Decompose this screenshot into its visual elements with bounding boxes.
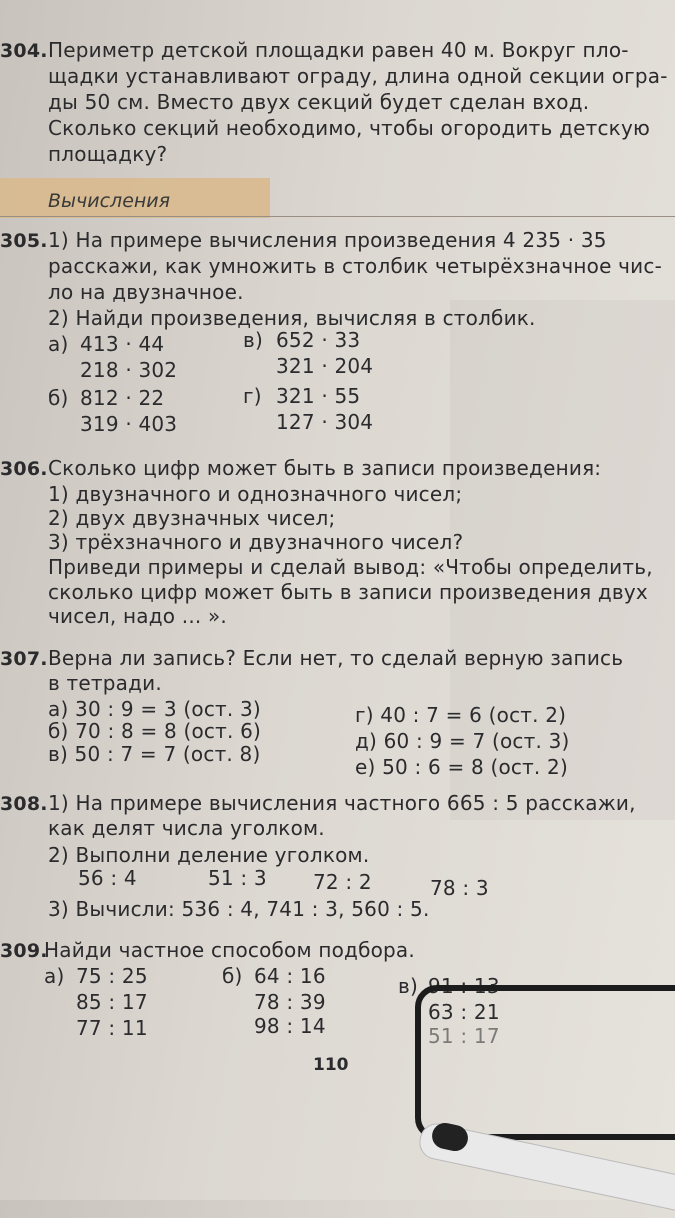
problem-305-a-label: а) [48,332,69,356]
problem-309-b-row-3: 98 : 14 [254,1014,326,1038]
problem-305-line-1: 1) На примере вычисления произведения 4 235 · 35 [48,228,607,252]
problem-308-line-3: 2) Выполни деление уголком. [48,843,370,867]
problem-306-line-5: Приведи примеры и сделай вывод: «Чтобы определить, [48,555,653,579]
problem-309-b-label: б) [222,964,243,988]
problem-309-number: 309. [0,940,48,962]
problem-304-number: 304. [0,40,48,62]
problem-305-g-label: г) [243,384,262,408]
problem-305-v-row-1: 652 · 33 [276,328,361,352]
problem-304-line-2: щадки устанавливают ограду, длина одной секции огра- [48,64,668,88]
problem-309-c-row-3: 51 : 17 [428,1024,500,1048]
problem-306-line-1: Сколько цифр может быть в записи произведения: [48,456,602,480]
problem-305-g-row-1: 321 · 55 [276,384,361,408]
problem-309-c-label: в) [398,974,418,998]
problem-307-line-1: Верна ли запись? Если нет, то сделай верную запись [48,646,624,670]
problem-305-v-label: в) [243,328,263,352]
problem-308-division-4: 78 : 3 [430,876,489,900]
problem-307-right-3: е) 50 : 6 = 8 (ост. 2) [355,755,568,779]
problem-305-b-row-2: 319 · 403 [80,412,178,436]
problem-305-number: 305. [0,230,48,252]
problem-305-b-label: б) [48,386,69,410]
problem-306-line-6: сколько цифр может быть в записи произведения двух [48,580,648,604]
problem-308-line-2: как делят числа уголком. [48,816,325,840]
problem-306-line-2: 1) двузначного и однозначного чисел; [48,482,463,506]
problem-308-division-1: 56 : 4 [78,866,137,890]
problem-306-line-3: 2) двух двузначных чисел; [48,506,336,530]
problem-308-line-4: 3) Вычисли: 536 : 4, 741 : 3, 560 : 5. [48,897,430,921]
problem-306-line-7: чисел, надо ... ». [48,604,227,628]
problem-307-right-1: г) 40 : 7 = 6 (ост. 2) [355,703,567,727]
problem-305-b-row-1: 812 · 22 [80,386,165,410]
problem-305-a-row-2: 218 · 302 [80,358,178,382]
problem-307-left-3: в) 50 : 7 = 7 (ост. 8) [48,742,261,766]
problem-309-a-label: а) [44,964,65,988]
problem-304-line-1: Периметр детской площадки равен 40 м. Вокруг пло- [48,38,629,62]
problem-305-line-3: ло на двузначное. [48,280,244,304]
problem-305-line-2: расскажи, как умножить в столбик четырёхзначное чис- [48,254,662,278]
problem-306-number: 306. [0,458,48,480]
section-divider [0,216,675,217]
problem-304-line-4: Сколько секций необходимо, чтобы огородить детскую [48,116,651,140]
problem-305-a-row-1: 413 · 44 [80,332,165,356]
problem-308-number: 308. [0,793,48,815]
problem-309-c-row-2: 63 : 21 [428,1000,500,1024]
problem-308-line-1: 1) На примере вычисления частного 665 : 5 расскажи, [48,791,636,815]
section-title: Вычисления [48,190,171,212]
problem-309-b-row-2: 78 : 39 [254,990,326,1014]
problem-305-line-4: 2) Найди произведения, вычисляя в столбик. [48,306,536,330]
problem-305-v-row-2: 321 · 204 [276,354,374,378]
problem-304-line-5: площадку? [48,142,168,166]
problem-308-division-3: 72 : 2 [313,870,372,894]
problem-307-number: 307. [0,648,48,670]
problem-309-a-row-3: 77 : 11 [76,1016,148,1040]
problem-306-line-4: 3) трёхзначного и двузначного чисел? [48,530,464,554]
problem-307-right-2: д) 60 : 9 = 7 (ост. 3) [355,729,570,753]
problem-304-line-3: ды 50 см. Вместо двух секций будет сделан вход. [48,90,590,114]
problem-308-division-2: 51 : 3 [208,866,267,890]
page-number: 110 [313,1055,349,1075]
problem-307-left-1: а) 30 : 9 = 3 (ост. 3) [48,697,261,721]
problem-309-b-row-1: 64 : 16 [254,964,326,988]
problem-307-line-2: в тетради. [48,671,162,695]
problem-305-g-row-2: 127 · 304 [276,410,374,434]
problem-309-a-row-1: 75 : 25 [76,964,148,988]
problem-309-a-row-2: 85 : 17 [76,990,148,1014]
problem-307-left-2: б) 70 : 8 = 8 (ост. 6) [48,719,262,743]
problem-309-c-row-1: 91 : 13 [428,974,500,998]
problem-309-line: Найди частное способом подбора. [44,938,415,962]
pen-clip-wire [415,985,675,1140]
